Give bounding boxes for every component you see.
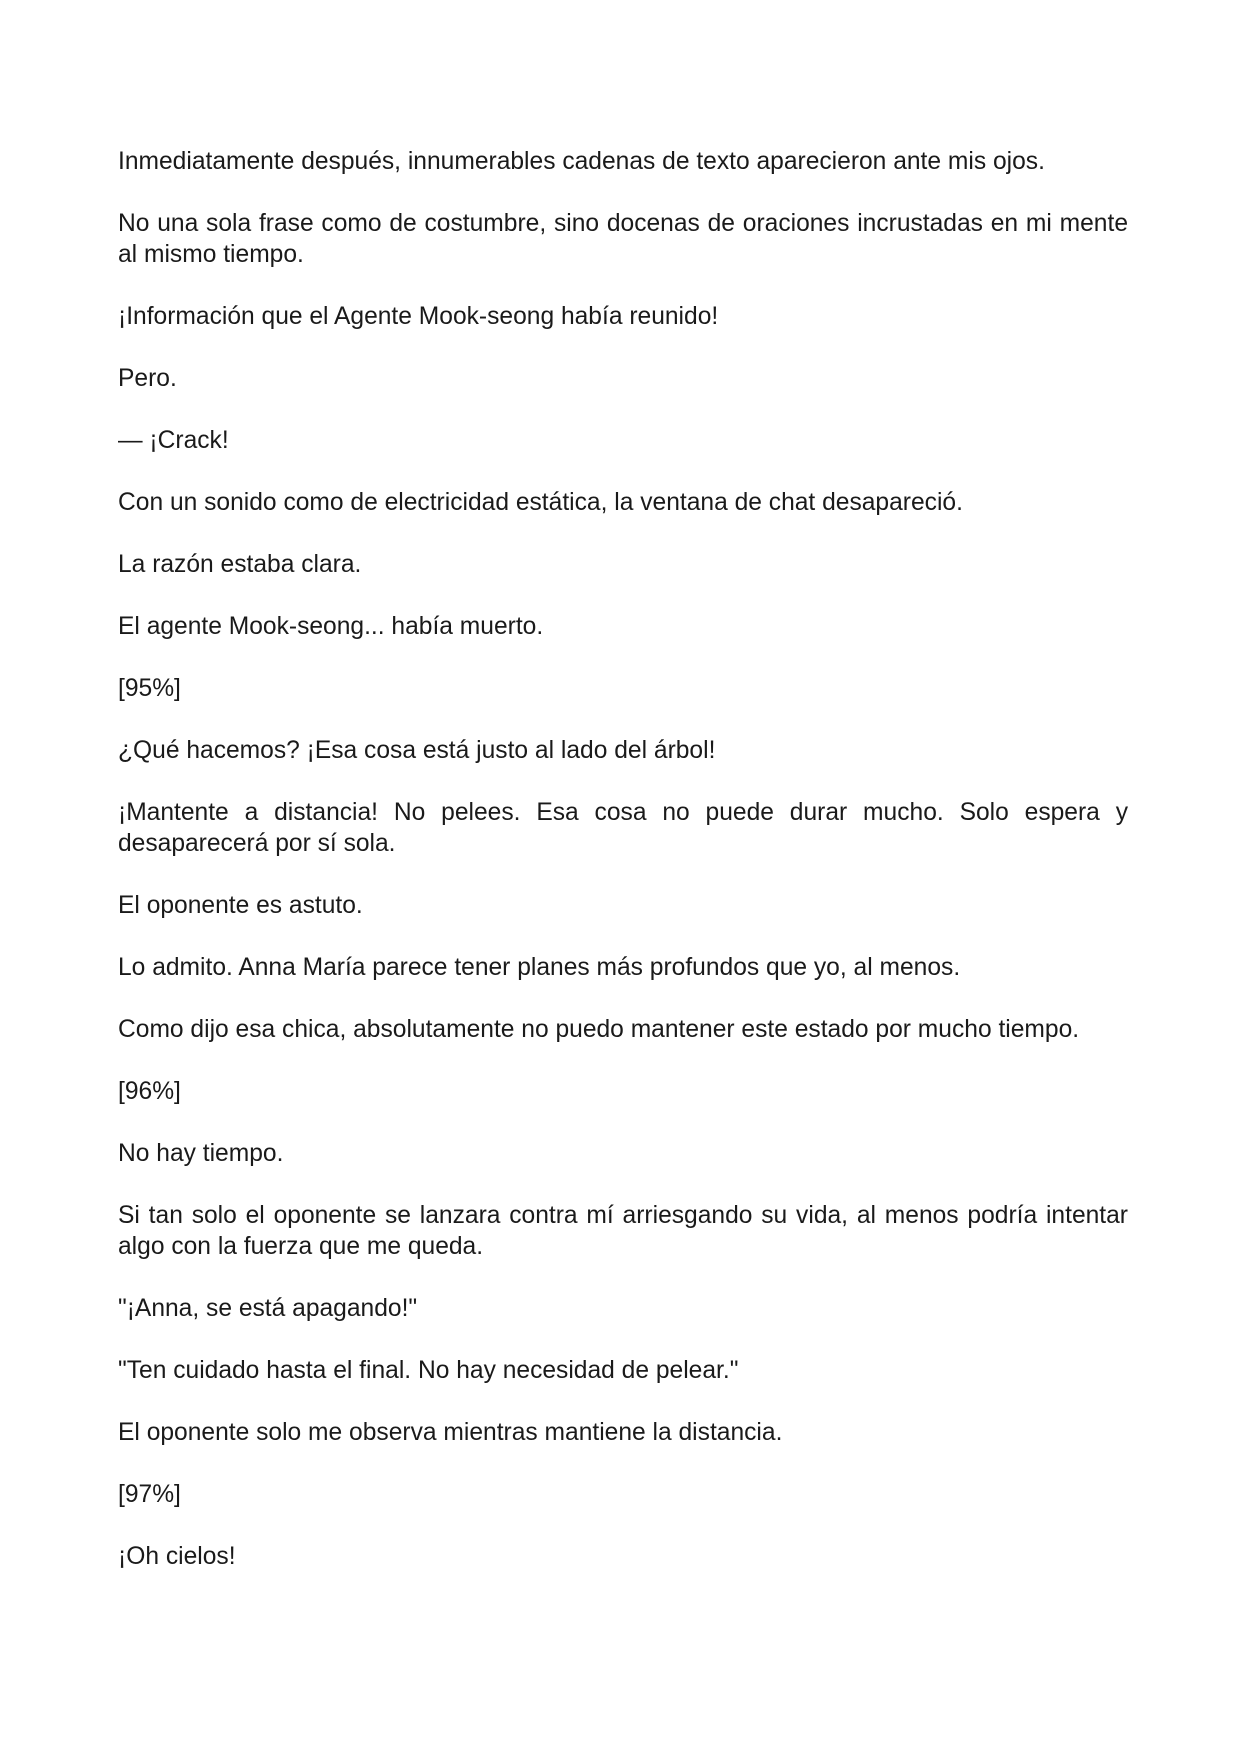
- paragraph: ¡Oh cielos!: [118, 1543, 236, 1570]
- paragraph: [96%]: [118, 1078, 181, 1105]
- paragraph: No una sola frase como de costumbre, sino docenas de oraciones incrustadas en mi mente al mismo tiempo.: [118, 210, 1128, 268]
- paragraph: El oponente solo me observa mientras mantiene la distancia.: [118, 1419, 783, 1446]
- paragraph: ¡Información que el Agente Mook-seong había reunido!: [118, 303, 719, 330]
- paragraph: Inmediatamente después, innumerables cadenas de texto aparecieron ante mis ojos.: [118, 148, 1045, 175]
- paragraph: ¿Qué hacemos? ¡Esa cosa está justo al lado del árbol!: [118, 737, 716, 764]
- paragraph: Con un sonido como de electricidad estática, la ventana de chat desapareció.: [118, 489, 963, 516]
- paragraph: Lo admito. Anna María parece tener planes más profundos que yo, al menos.: [118, 954, 961, 981]
- document-body: [118, 146, 1128, 1603]
- paragraph: "¡Anna, se está apagando!": [118, 1295, 418, 1322]
- paragraph: No hay tiempo.: [118, 1140, 284, 1167]
- paragraph: ¡Mantente a distancia! No pelees. Esa cosa no puede durar mucho. Solo espera y desaparecerá por sí sola.: [118, 799, 1128, 857]
- paragraph: [97%]: [118, 1481, 181, 1508]
- paragraph: "Ten cuidado hasta el final. No hay necesidad de pelear.": [118, 1357, 739, 1384]
- paragraph: El oponente es astuto.: [118, 892, 363, 919]
- paragraph: Pero.: [118, 365, 177, 392]
- paragraph: Si tan solo el oponente se lanzara contra mí arriesgando su vida, al menos podría intentar algo con la fuerza que me queda.: [118, 1202, 1128, 1260]
- paragraph: [95%]: [118, 675, 181, 702]
- paragraph: Como dijo esa chica, absolutamente no puedo mantener este estado por mucho tiempo.: [118, 1016, 1080, 1043]
- paragraph: El agente Mook-seong... había muerto.: [118, 613, 544, 640]
- paragraph: — ¡Crack!: [118, 427, 229, 454]
- paragraph: La razón estaba clara.: [118, 551, 362, 578]
